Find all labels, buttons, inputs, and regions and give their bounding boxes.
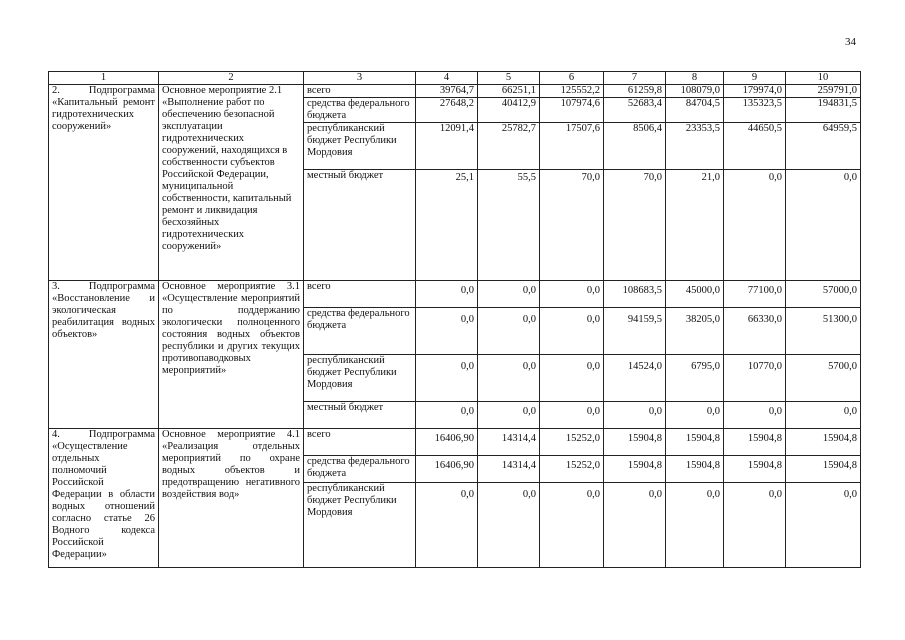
header-row	[49, 72, 861, 85]
funding-source: местный бюджет	[304, 170, 416, 281]
table-cell: 0,0	[478, 281, 540, 308]
column-header: 10	[786, 72, 861, 85]
table-cell: 0,0	[540, 281, 604, 308]
table-cell: 52683,4	[604, 98, 666, 123]
table-cell: 10770,0	[724, 355, 786, 402]
page-number: 34	[845, 36, 856, 48]
table-cell: 57000,0	[786, 281, 861, 308]
program-name: 4. Подпрограмма «Осуществление отдельных полномочий Российской Федерации в области водных отношений согласно статье 26 Водного кодекса Российской Федерации»	[49, 429, 159, 568]
program-name: 3. Подпрограмма «Восстановление и экологическая реабилитация водных объектов»	[49, 281, 159, 429]
table-cell: 27648,2	[416, 98, 478, 123]
table-cell: 14524,0	[604, 355, 666, 402]
funding-source: средства федерального бюджета	[304, 308, 416, 355]
table-cell: 45000,0	[666, 281, 724, 308]
funding-source: республиканский бюджет Республики Мордовия	[304, 123, 416, 170]
funding-source: всего	[304, 281, 416, 308]
table-cell: 15904,8	[786, 429, 861, 456]
table-cell: 15904,8	[604, 429, 666, 456]
table-cell: 0,0	[416, 281, 478, 308]
funding-source: всего	[304, 429, 416, 456]
table-cell: 0,0	[478, 308, 540, 355]
table-cell: 70,0	[604, 170, 666, 281]
table-cell: 15904,8	[786, 456, 861, 483]
table-cell: 66330,0	[724, 308, 786, 355]
table-cell: 14314,4	[478, 429, 540, 456]
funding-source: средства федерального бюджета	[304, 98, 416, 123]
table-cell: 0,0	[786, 402, 861, 429]
column-header: 9	[724, 72, 786, 85]
table-cell: 194831,5	[786, 98, 861, 123]
table-cell: 0,0	[724, 483, 786, 568]
table-cell: 0,0	[666, 483, 724, 568]
table-cell: 15904,8	[666, 429, 724, 456]
budget-table	[48, 71, 861, 568]
column-header: 7	[604, 72, 666, 85]
column-header: 3	[304, 72, 416, 85]
table-cell: 51300,0	[786, 308, 861, 355]
table-cell: 55,5	[478, 170, 540, 281]
table-cell: 25,1	[416, 170, 478, 281]
funding-source: республиканский бюджет Республики Мордовия	[304, 483, 416, 568]
table-row	[49, 85, 861, 98]
table-cell: 0,0	[666, 402, 724, 429]
table-cell: 0,0	[540, 402, 604, 429]
table-cell: 179974,0	[724, 85, 786, 98]
funding-source: всего	[304, 85, 416, 98]
table-cell: 0,0	[416, 483, 478, 568]
table-cell: 15904,8	[724, 456, 786, 483]
column-header: 5	[478, 72, 540, 85]
table-cell: 125552,2	[540, 85, 604, 98]
table-cell: 66251,1	[478, 85, 540, 98]
table-cell: 15252,0	[540, 456, 604, 483]
table-cell: 0,0	[604, 402, 666, 429]
table-cell: 15904,8	[666, 456, 724, 483]
table-cell: 108079,0	[666, 85, 724, 98]
funding-source: местный бюджет	[304, 402, 416, 429]
table-cell: 38205,0	[666, 308, 724, 355]
column-header: 1	[49, 72, 159, 85]
table-cell: 0,0	[540, 308, 604, 355]
table-cell: 0,0	[416, 308, 478, 355]
table-cell: 14314,4	[478, 456, 540, 483]
table-cell: 0,0	[786, 483, 861, 568]
table-cell: 0,0	[416, 355, 478, 402]
table-cell: 21,0	[666, 170, 724, 281]
table-cell: 39764,7	[416, 85, 478, 98]
column-header: 2	[159, 72, 304, 85]
table-cell: 25782,7	[478, 123, 540, 170]
activity-name: Основное мероприятие 4.1 «Реализация отдельных мероприятий по охране водных объектов и предотвращению негативного воздействия вод»	[159, 429, 304, 568]
table-cell: 70,0	[540, 170, 604, 281]
table-cell: 135323,5	[724, 98, 786, 123]
table-cell: 77100,0	[724, 281, 786, 308]
column-header: 4	[416, 72, 478, 85]
table-cell: 94159,5	[604, 308, 666, 355]
table-cell: 17507,6	[540, 123, 604, 170]
table-cell: 44650,5	[724, 123, 786, 170]
table-cell: 15904,8	[724, 429, 786, 456]
table-cell: 259791,0	[786, 85, 861, 98]
table-cell: 108683,5	[604, 281, 666, 308]
table-cell: 0,0	[604, 483, 666, 568]
table-cell: 61259,8	[604, 85, 666, 98]
table-cell: 0,0	[724, 402, 786, 429]
funding-source: средства федерального бюджета	[304, 456, 416, 483]
table-cell: 15904,8	[604, 456, 666, 483]
table-cell: 16406,90	[416, 429, 478, 456]
table-cell: 0,0	[724, 170, 786, 281]
table-cell: 0,0	[786, 170, 861, 281]
column-header: 6	[540, 72, 604, 85]
table-cell: 5700,0	[786, 355, 861, 402]
table-cell: 16406,90	[416, 456, 478, 483]
table-cell: 0,0	[478, 402, 540, 429]
column-header: 8	[666, 72, 724, 85]
funding-source: республиканский бюджет Республики Мордовия	[304, 355, 416, 402]
table-row	[49, 281, 861, 308]
table-cell: 15252,0	[540, 429, 604, 456]
table-cell: 0,0	[540, 483, 604, 568]
table-cell: 6795,0	[666, 355, 724, 402]
table-cell: 0,0	[478, 355, 540, 402]
table-cell: 0,0	[416, 402, 478, 429]
table-cell: 84704,5	[666, 98, 724, 123]
table-cell: 12091,4	[416, 123, 478, 170]
activity-name: Основное мероприятие 2.1 «Выполнение работ по обеспечению безопасной эксплуатации гидротехнических сооружений, находящихся в собственности субъектов Российской Федерации, муниципальной собственности, капитальный ремонт и ликвидация бесхозяйных гидротехнических сооружений»	[159, 85, 304, 281]
table-cell: 23353,5	[666, 123, 724, 170]
table-cell: 40412,9	[478, 98, 540, 123]
table-cell: 107974,6	[540, 98, 604, 123]
program-name: 2. Подпрограмма «Капитальный ремонт гидротехнических сооружений»	[49, 85, 159, 281]
table-cell: 0,0	[540, 355, 604, 402]
table-cell: 0,0	[478, 483, 540, 568]
activity-name: Основное мероприятие 3.1 «Осуществление мероприятий по поддержанию экологически полноценного состояния водных объектов республики и других текущих противопаводковых мероприятий»	[159, 281, 304, 429]
table-cell: 8506,4	[604, 123, 666, 170]
table-row	[49, 429, 861, 456]
table-cell: 64959,5	[786, 123, 861, 170]
